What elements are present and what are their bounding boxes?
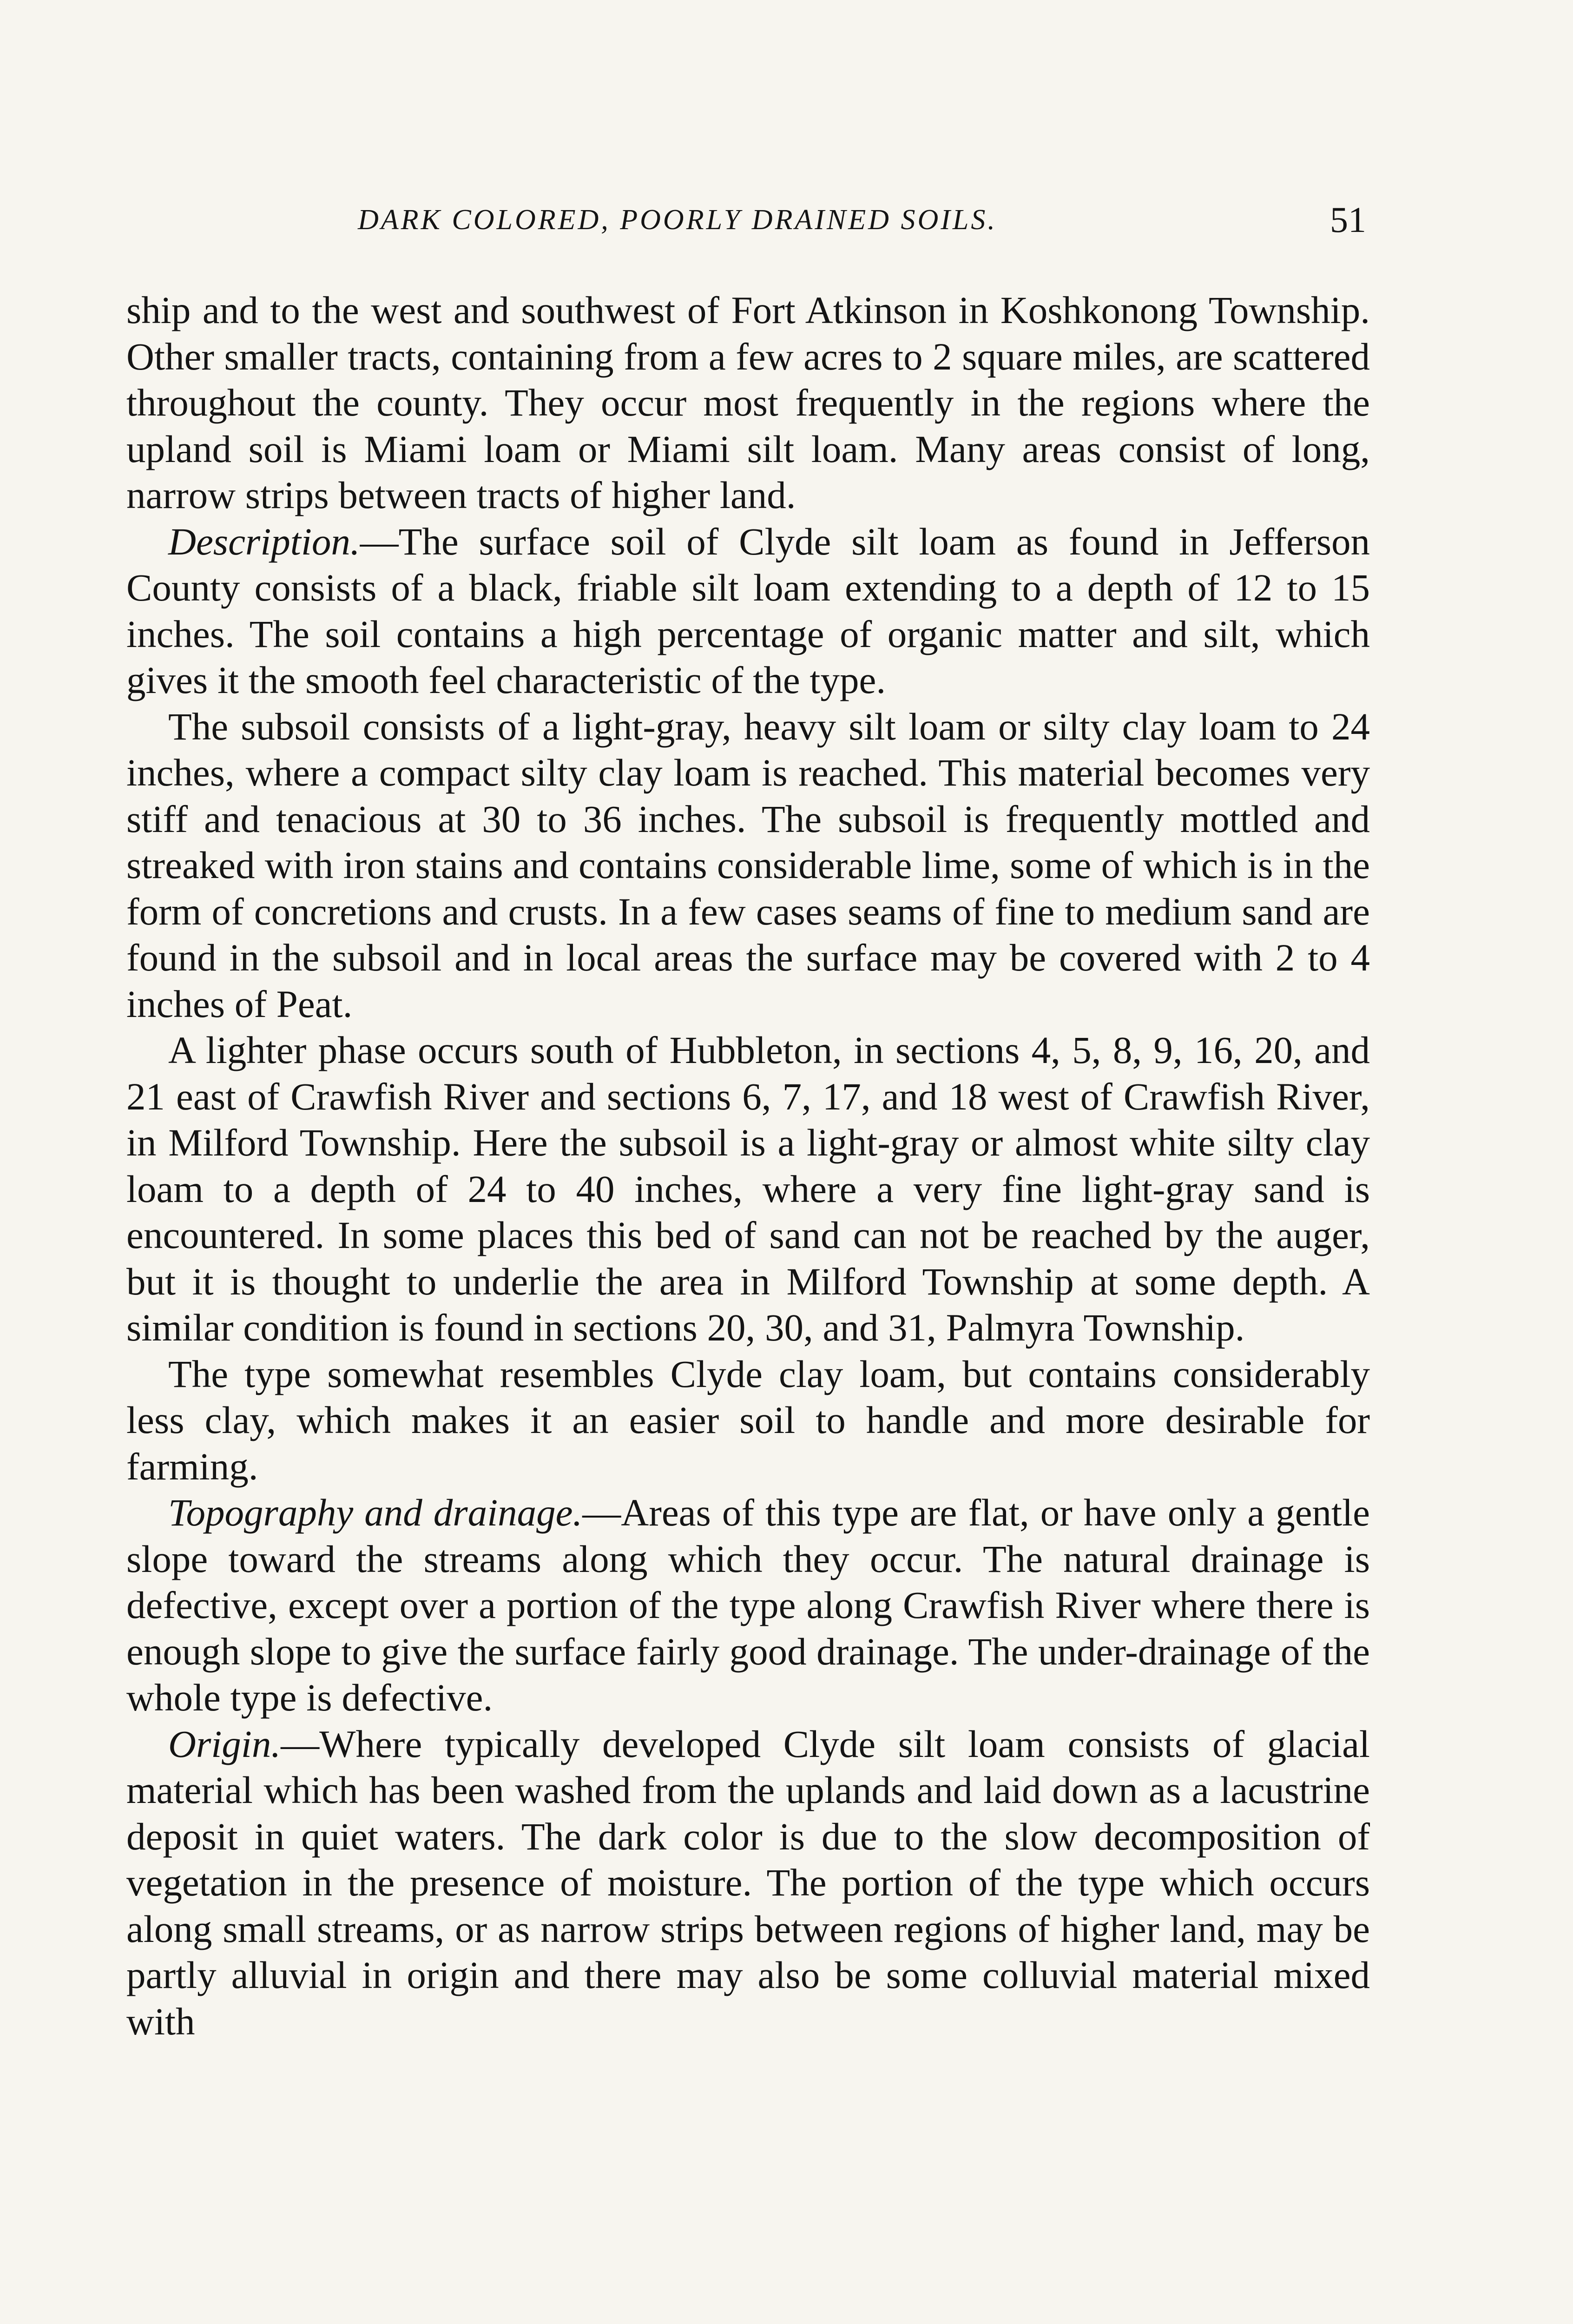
paragraph-text: —The surface soil of Clyde silt loam as found in Jefferson County consists of a black, friable silt loam extending to a depth of 12 to 15 inches. The soil contains a high percentage of organic matter and silt, which gives it the smooth feel characteristic of the type. — [126, 520, 1370, 701]
paragraph-subsoil — [126, 704, 1370, 1028]
section-heading-origin: Origin. — [168, 1722, 281, 1765]
section-heading-description: Description. — [168, 520, 360, 563]
paragraph-text: —Areas of this type are flat, or have only a gentle slope toward the streams along which they occur. The natural drainage is defective, except over a portion of the type along Crawfish River where there is enough slope to give the surface fairly good drainage. The under-drainage of the whole type is defective. — [126, 1491, 1370, 1719]
running-head: DARK COLORED, POORLY DRAINED SOILS. — [358, 204, 997, 236]
paragraph-description — [126, 519, 1370, 704]
paragraph-continuation — [126, 287, 1370, 519]
paragraph-origin — [126, 1721, 1370, 2045]
paragraph-lighter-phase — [126, 1027, 1370, 1351]
page-header — [139, 199, 1366, 250]
body-text — [126, 287, 1370, 2045]
section-heading-topography: Topography and drainage. — [168, 1491, 583, 1534]
paragraph-comparison — [126, 1351, 1370, 1490]
page-number: 51 — [1330, 199, 1366, 240]
paragraph-text: The type somewhat resembles Clyde clay loam, but contains considerably less clay, which makes it an easier soil to handle and more desirable for farming. — [126, 1352, 1370, 1488]
paragraph-text: ship and to the west and southwest of Fort Atkinson in Koshkonong Township. Other smaller tracts, containing from a few acres to 2 square miles, are scattered throughout the county. They occur most frequently in the regions where the upland soil is Miami loam or Miami silt loam. Many areas consist of long, narrow strips between tracts of higher land. — [126, 289, 1370, 516]
paragraph-text: A lighter phase occurs south of Hubbleton, in sections 4, 5, 8, 9, 16, 20, and 21 east of Crawfish River and sections 6, 7, 17, and 18 west of Crawfish River, in Milford Township. Here the subsoil is a light-gray or almost white silty clay loam to a depth of 24 to 40 inches, where a very fine light-gray sand is encountered. In some places this bed of sand can not be reached by the auger, but it is thought to underlie the area in Milford Township at some depth. A similar condition is found in sections 20, 30, and 31, Palmyra Township. — [126, 1029, 1370, 1349]
paragraph-text: The subsoil consists of a light-gray, heavy silt loam or silty clay loam to 24 inches, where a compact silty clay loam is reached. This material becomes very stiff and tenacious at 30 to 36 inches. The subsoil is frequently mottled and streaked with iron stains and contains considerable lime, some of which is in the form of concretions and crusts. In a few cases seams of fine to medium sand are found in the subsoil and in local areas the surface may be covered with 2 to 4 inches of Peat. — [126, 705, 1370, 1025]
paragraph-topography — [126, 1490, 1370, 1721]
paragraph-text: —Where typically developed Clyde silt loam consists of glacial material which has been washed from the uplands and laid down as a lacustrine deposit in quiet waters. The dark color is due to the slow decomposition of vegetation in the presence of moisture. The portion of the type which occurs along small streams, or as narrow strips between regions of higher land, may be partly alluvial in origin and there may also be some colluvial material mixed with — [126, 1722, 1370, 2043]
